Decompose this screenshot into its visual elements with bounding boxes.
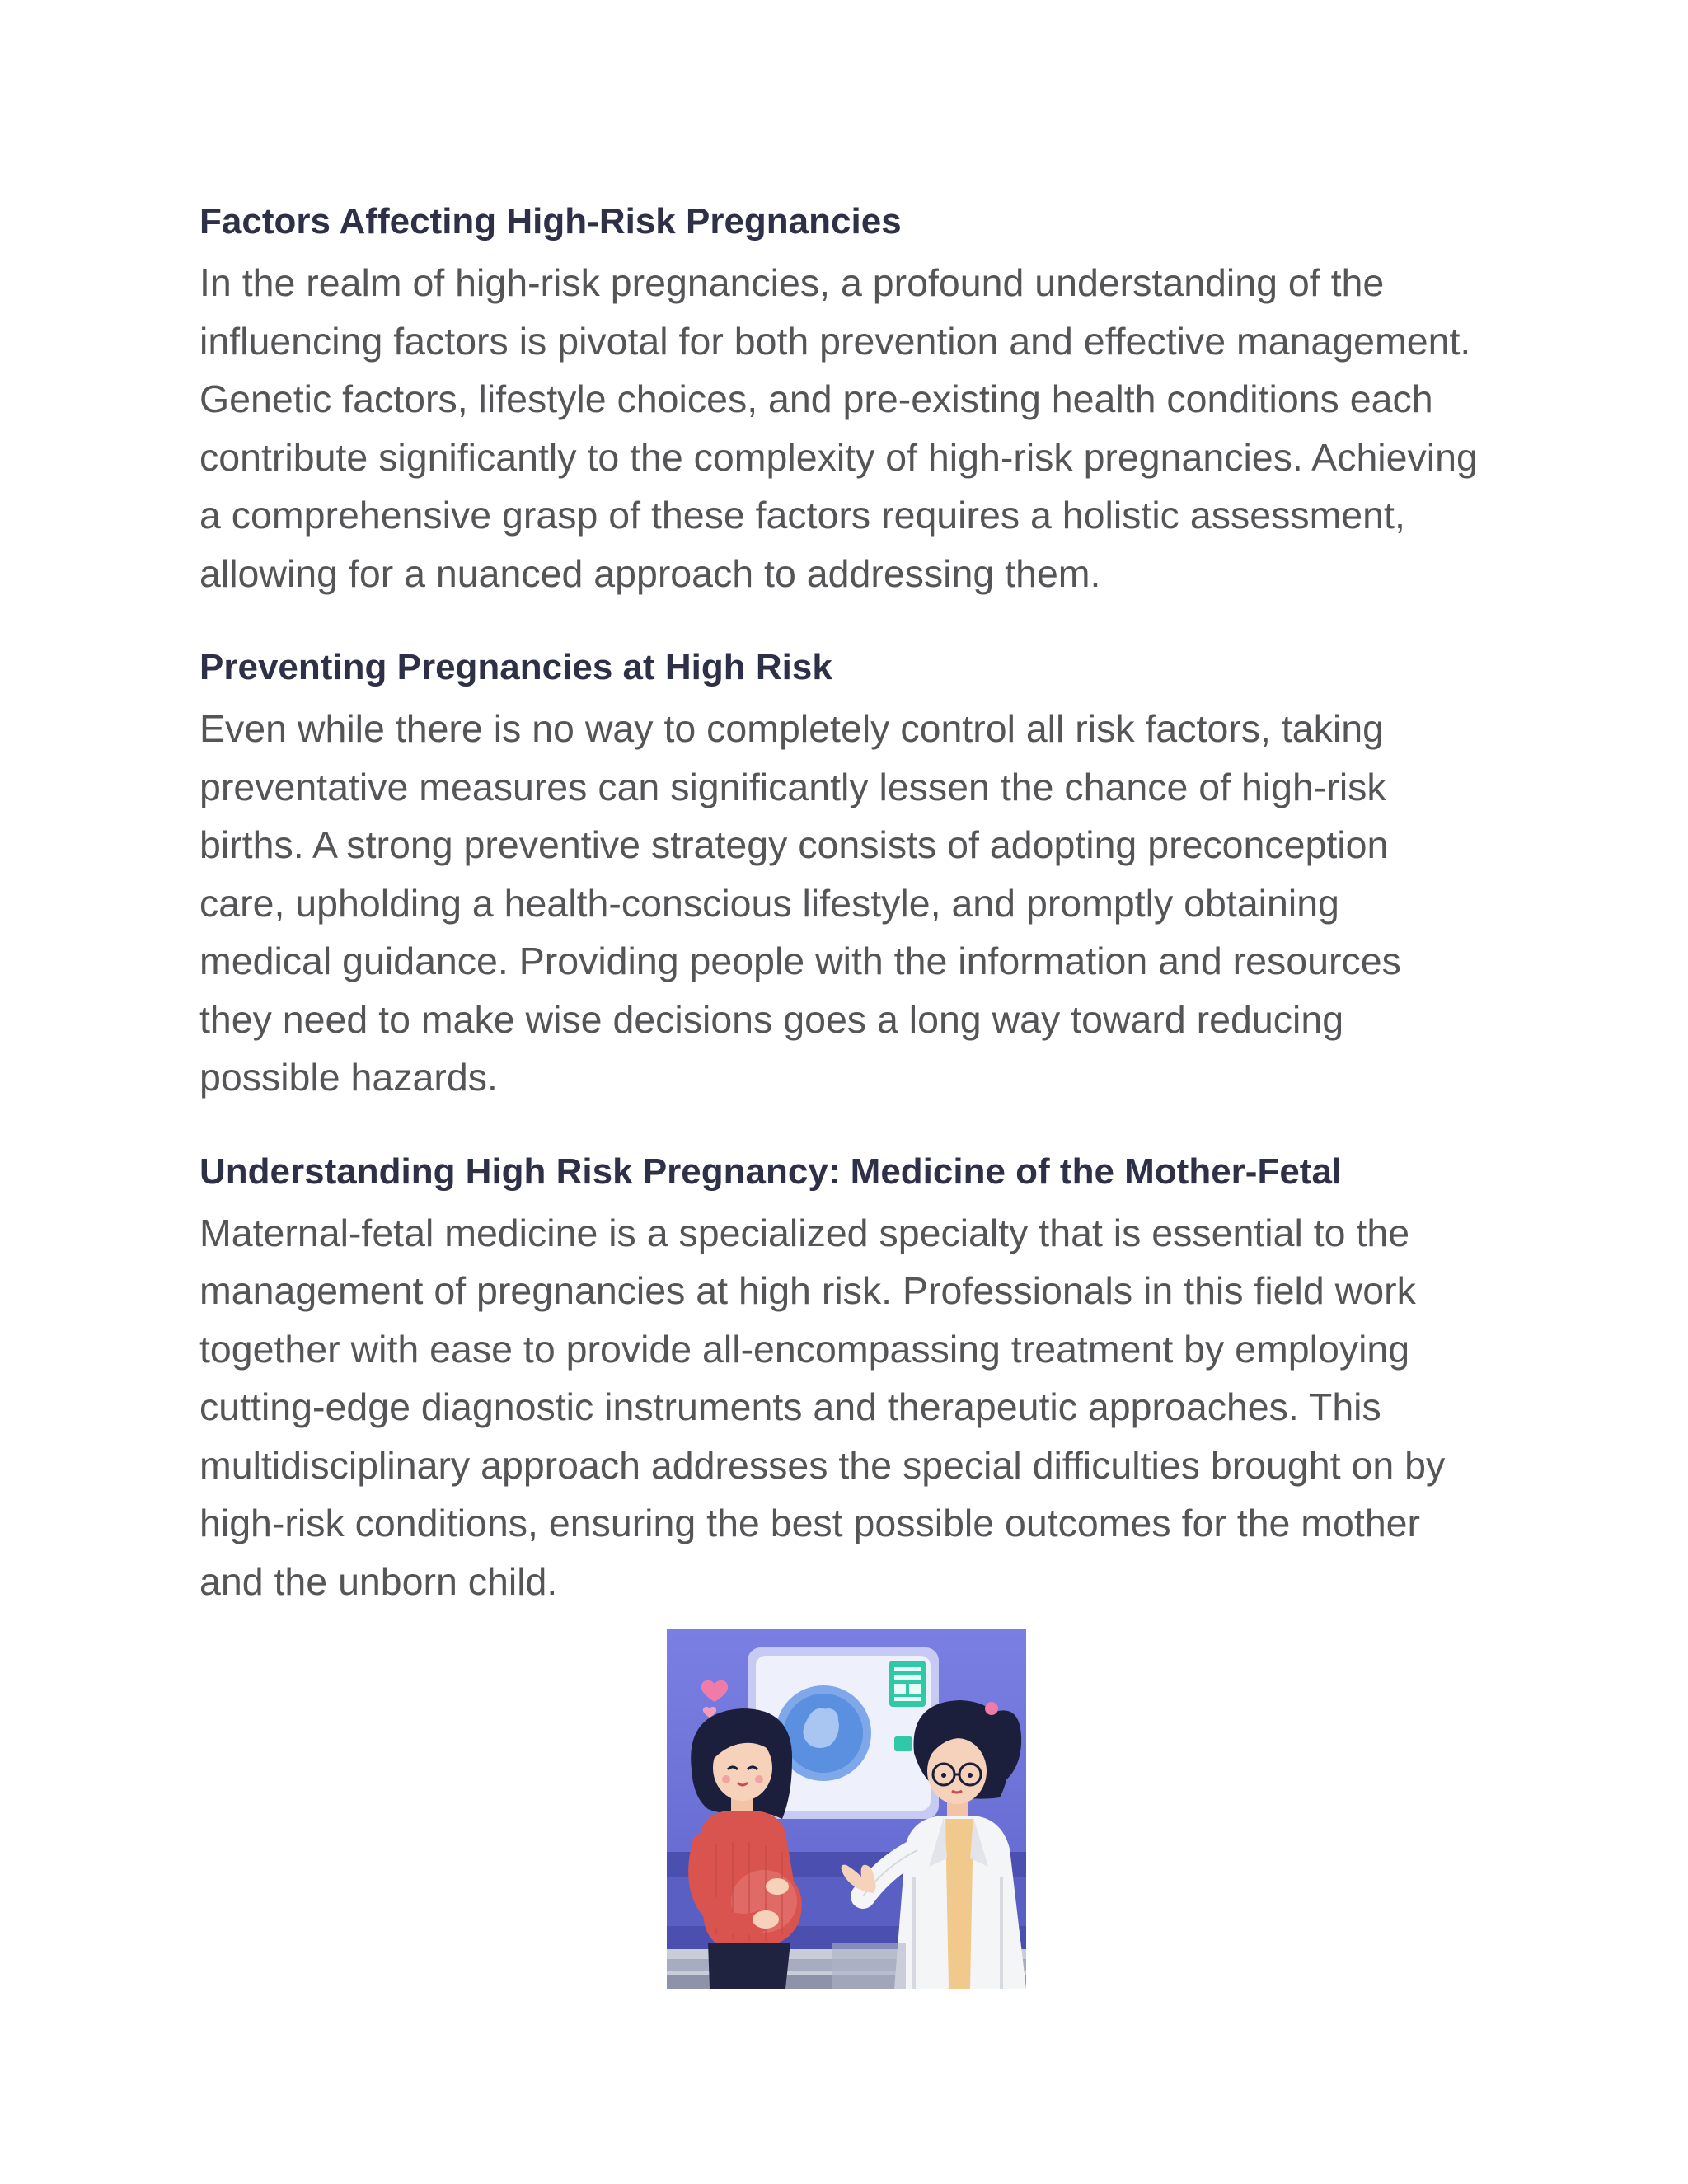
paragraph-line: a comprehensive grasp of these factors requires a holistic assessment,	[199, 494, 1405, 537]
paragraph-line: cutting-edge diagnostic instruments and therapeutic approaches. This	[199, 1385, 1381, 1428]
section-paragraph	[199, 254, 1535, 602]
section-heading: Preventing Pregnancies at High Risk	[199, 647, 832, 687]
section-heading: Understanding High Risk Pregnancy: Medicine of the Mother-Fetal	[199, 1151, 1343, 1192]
paragraph-line: multidisciplinary approach addresses the special difficulties brought on by	[199, 1443, 1446, 1487]
paragraph-line: they need to make wise decisions goes a long way toward reducing	[199, 997, 1344, 1041]
paragraph-line: Maternal-fetal medicine is a specialized specialty that is essential to the	[199, 1211, 1410, 1254]
paragraph-line: possible hazards.	[199, 1056, 498, 1099]
paragraph-line: contribute significantly to the complexity of high-risk pregnancies. Achieving	[199, 435, 1478, 479]
paragraph-line: high-risk conditions, ensuring the best possible outcomes for the mother	[199, 1502, 1421, 1544]
document-body	[199, 196, 1535, 1610]
doctor-consultation-illustration	[667, 1629, 1026, 1989]
section-heading: Factors Affecting High-Risk Pregnancies	[199, 201, 902, 241]
paragraph-line: births. A strong preventive strategy consists of adopting preconception	[199, 823, 1389, 866]
paragraph-line: preventative measures can significantly lessen the chance of high-risk	[199, 765, 1386, 808]
paragraph-line: Genetic factors, lifestyle choices, and pre-existing health conditions each	[199, 377, 1433, 420]
section-understanding	[199, 1146, 1535, 1611]
paragraph-line: influencing factors is pivotal for both prevention and effective management.	[199, 319, 1471, 363]
section-preventing	[199, 642, 1535, 1107]
section-factors	[199, 196, 1535, 602]
section-paragraph	[199, 700, 1535, 1107]
paragraph-line: In the realm of high-risk pregnancies, a profound understanding of the	[199, 261, 1385, 304]
paragraph-line: management of pregnancies at high risk. Professionals in this field work	[199, 1269, 1416, 1312]
paragraph-line: and the unborn child.	[199, 1559, 558, 1603]
paragraph-line: care, upholding a health-conscious lifestyle, and promptly obtaining	[199, 881, 1339, 925]
paragraph-line: allowing for a nuanced approach to addressing them.	[199, 551, 1101, 595]
paragraph-line: together with ease to provide all-encompassing treatment by employing	[199, 1327, 1410, 1371]
section-paragraph	[199, 1204, 1535, 1611]
paragraph-line: medical guidance. Providing people with the information and resources	[199, 940, 1401, 982]
paragraph-line: Even while there is no way to completely control all risk factors, taking	[199, 707, 1384, 750]
